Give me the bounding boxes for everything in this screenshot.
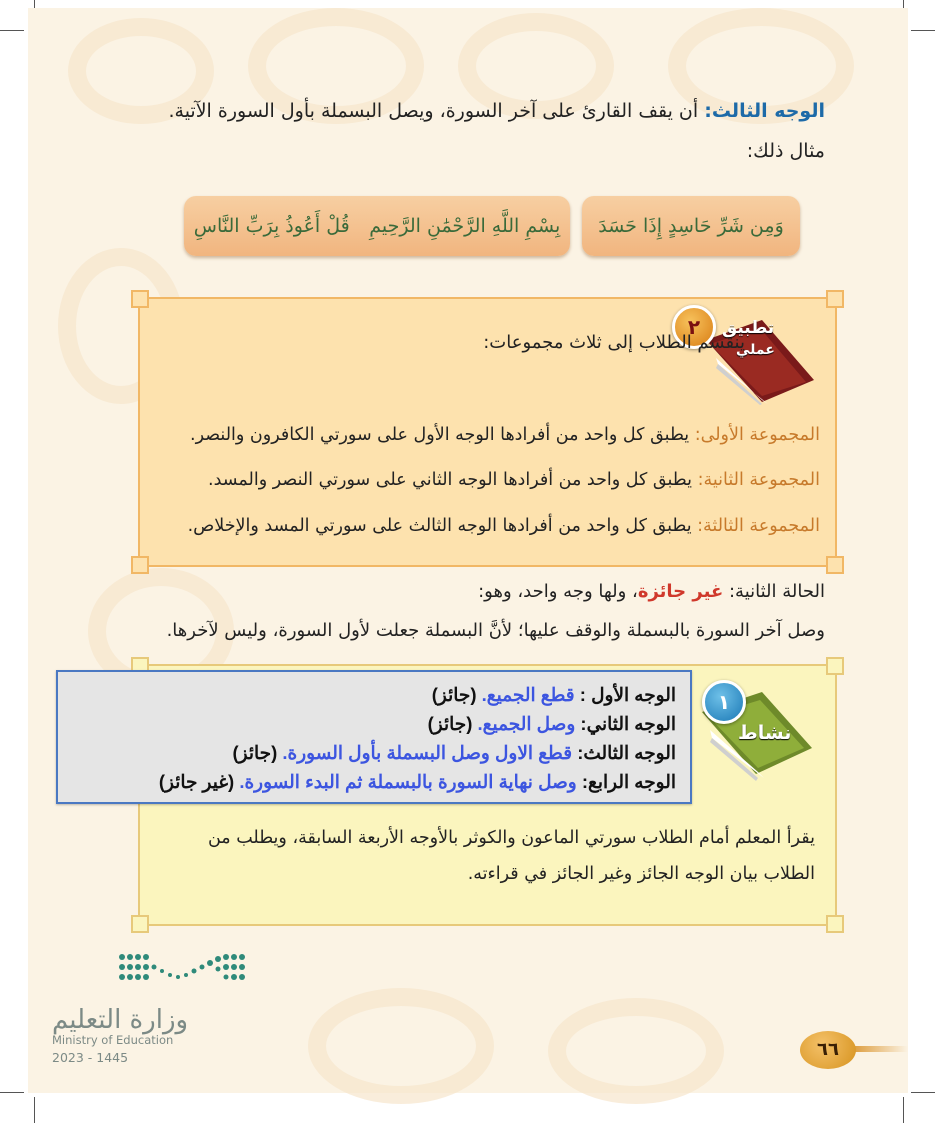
- answer-text: وصل نهاية السورة بالبسملة ثم البدء السورة.: [239, 771, 577, 792]
- group-text: يطبق كل واحد من أفرادها الوجه الثالث على سورتي المسد والإخلاص.: [187, 516, 698, 536]
- verse-text: قُلْ أَعُوذُ بِرَبِّ النَّاسِ: [193, 215, 350, 237]
- ministry-year: 2023 - 1445: [52, 1050, 129, 1065]
- ministry-name-en: Ministry of Education: [52, 1033, 174, 1047]
- panel-corner: [131, 915, 149, 933]
- decorative-swirl: [308, 988, 494, 1104]
- answer-label: الوجه الثالث:: [572, 742, 676, 763]
- group-text: يطبق كل واحد من أفرادها الوجه الثاني على سورتي النصر والمسد.: [208, 470, 698, 490]
- panel-corner: [826, 290, 844, 308]
- answer-verdict: (غير جائز): [158, 771, 240, 792]
- verse-box-left: [184, 196, 570, 256]
- answer-verdict: (جائز): [431, 684, 482, 705]
- group-line: [120, 425, 820, 445]
- group-text: يطبق كل واحد من أفرادها الوجه الأول على سورتي الكافرون والنصر.: [190, 425, 695, 445]
- answer-box: [56, 670, 692, 804]
- answer-row: [432, 684, 676, 706]
- panel-corner: [131, 556, 149, 574]
- panel-corner: [826, 556, 844, 574]
- answer-label: الوجه الأول :: [574, 684, 676, 705]
- answer-row: [233, 742, 676, 764]
- ministry-name-ar: وزارة التعليم: [52, 1005, 189, 1035]
- crop-mark: [911, 30, 935, 31]
- activity-line2: الطلاب بيان الوجه الجائز وغير الجائز في قراءته.: [467, 864, 815, 884]
- panel-corner: [131, 290, 149, 308]
- ministry-logo-icon: [116, 951, 248, 985]
- answer-row: [428, 713, 676, 735]
- group-line: [120, 470, 820, 490]
- third-way-text: أن يقف القارئ على آخر السورة، ويصل البسملة بأول السورة الآتية.: [168, 100, 705, 122]
- case-two-explanation: وصل آخر السورة بالبسملة والوقف عليها؛ لأنَّ البسملة جعلت لأول السورة، وليس لآخرها.: [166, 620, 825, 641]
- crop-mark: [34, 1097, 35, 1123]
- answer-text: قطع الاول وصل البسملة بأول السورة.: [282, 742, 573, 763]
- crop-mark: [0, 1092, 24, 1093]
- decorative-swirl: [548, 998, 724, 1104]
- group-line: [120, 516, 820, 536]
- third-way-line: [125, 100, 825, 122]
- answer-text: وصل الجميع.: [477, 713, 576, 734]
- case-two-highlight: غير جائزة: [637, 581, 724, 602]
- panel-corner: [826, 657, 844, 675]
- answer-verdict: (جائز): [232, 742, 283, 763]
- activity-badge-number: ١: [702, 680, 746, 724]
- group-label: المجموعة الثانية:: [697, 470, 820, 490]
- panel-corner: [826, 915, 844, 933]
- basmala-text: بِسْمِ اللَّهِ الرَّحْمَٰنِ الرَّحِيمِ: [369, 215, 561, 237]
- applied-badge-number: ٢: [672, 305, 716, 349]
- applied-badge-line2: عملي: [736, 342, 775, 358]
- applied-intro: ينقسم الطلاب إلى ثلاث مجموعات:: [483, 332, 745, 353]
- activity-badge-label: نشاط: [738, 722, 792, 744]
- group-label: المجموعة الأولى:: [694, 425, 820, 445]
- activity-line1: يقرأ المعلم أمام الطلاب سورتي الماعون والكوثر بالأوجه الأربعة السابقة، ويطلب من: [207, 828, 815, 848]
- answer-row: [159, 771, 676, 793]
- crop-mark: [903, 1097, 904, 1123]
- case-two-prefix: الحالة الثانية:: [723, 581, 825, 602]
- example-label: مثال ذلك:: [746, 140, 825, 162]
- applied-badge-line1: تطبيق: [722, 318, 775, 338]
- case-two-line: [325, 581, 825, 602]
- crop-mark: [911, 1092, 935, 1093]
- page-number: ٦٦: [800, 1031, 856, 1069]
- answer-text: قطع الجميع.: [481, 684, 575, 705]
- crop-mark: [0, 30, 24, 31]
- group-label: المجموعة الثالثة:: [697, 516, 820, 536]
- verse-text: وَمِن شَرِّ حَاسِدٍ إِذَا حَسَدَ: [598, 215, 784, 237]
- verse-box-right: [582, 196, 800, 256]
- answer-label: الوجه الثاني:: [575, 713, 676, 734]
- third-way-label: الوجه الثالث:: [704, 100, 825, 122]
- case-two-suffix: ، ولها وجه واحد، وهو:: [478, 581, 638, 602]
- answer-label: الوجه الرابع:: [576, 771, 676, 792]
- answer-verdict: (جائز): [427, 713, 478, 734]
